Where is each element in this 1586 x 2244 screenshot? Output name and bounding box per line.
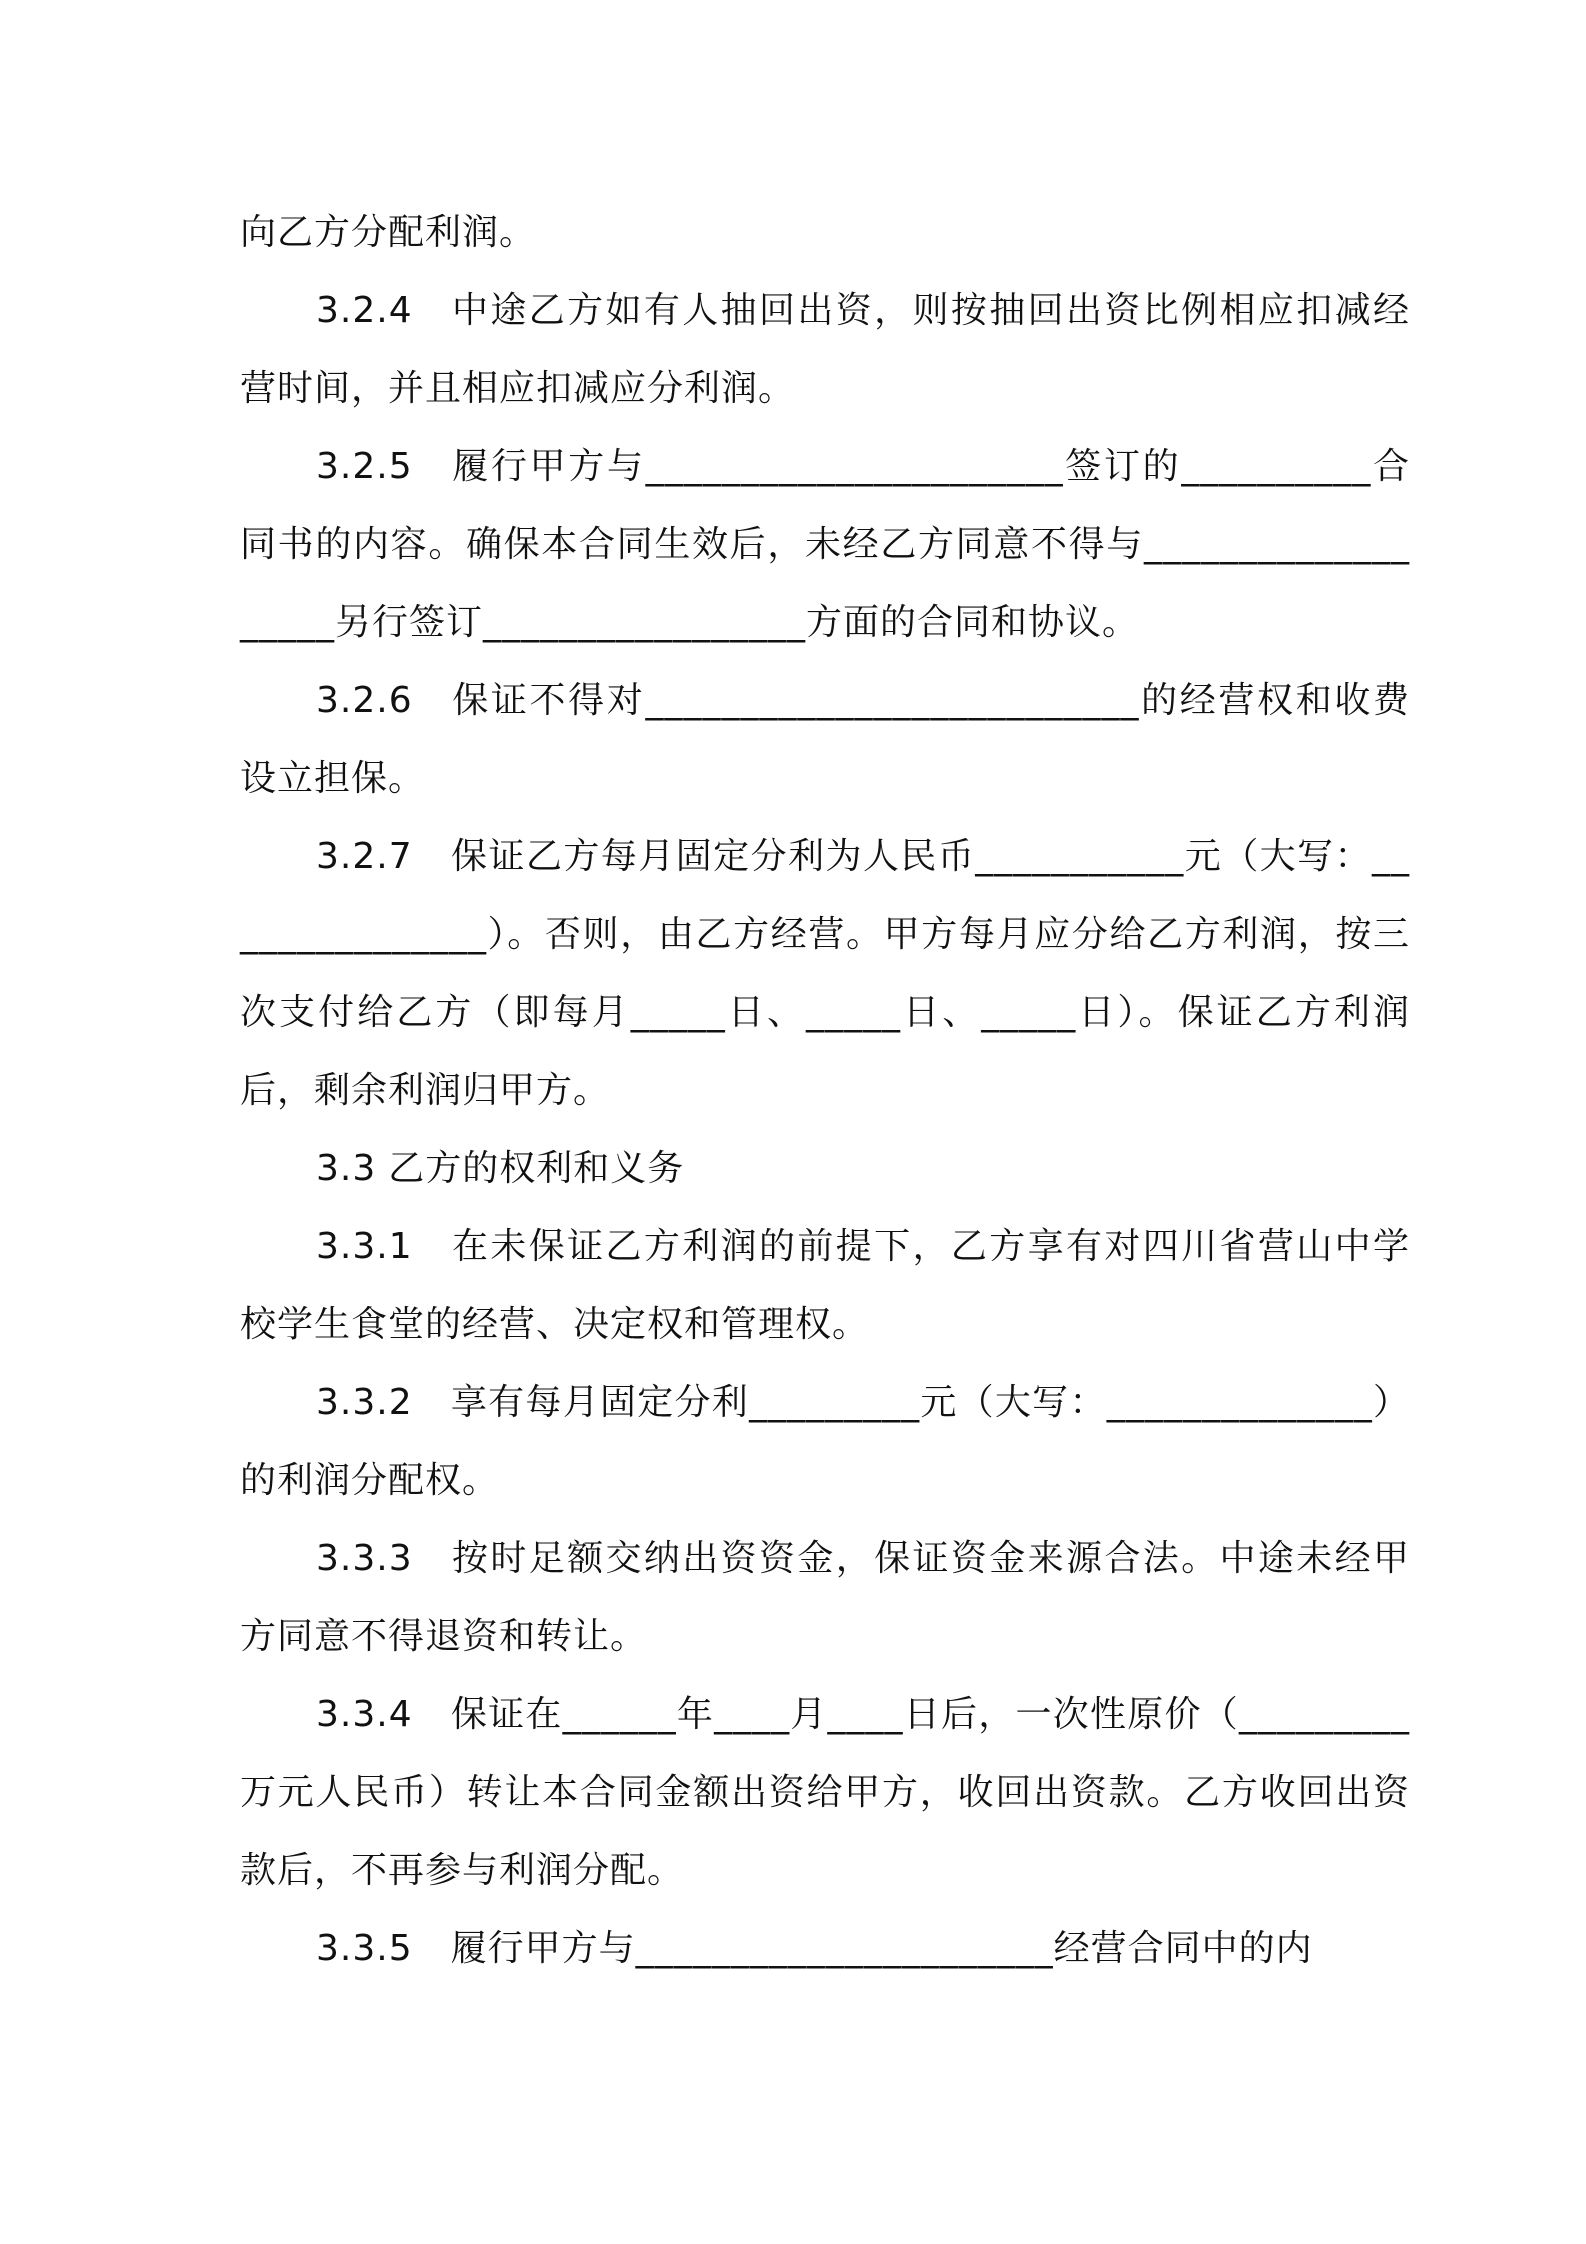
clause-number: 3.2.7 [316, 836, 413, 877]
clause-number: 3.3.3 [316, 1538, 413, 1579]
clause-3-2-5 [240, 428, 1410, 662]
clause-text: 享有每月固定分利_________元（大写：______________）的利润分配权。 [240, 1382, 1410, 1501]
clause-text: 履行甲方与______________________经营合同中的内 [450, 1928, 1313, 1969]
paragraph-text: 向乙方分配利润。 [240, 212, 537, 253]
clause-3-3-4 [240, 1676, 1410, 1910]
clause-text: 保证不得对__________________________的经营权和收费设立担保。 [240, 680, 1410, 799]
clause-number: 3.2.4 [316, 290, 413, 331]
clause-text: 保证在______年____月____日后，一次性原价（_________万元人民币）转让本合同金额出资给甲方，收回出资款。乙方收回出资款后，不再参与利润分配。 [240, 1694, 1410, 1891]
contract-body [240, 194, 1410, 1988]
section-number: 3.3 [316, 1148, 377, 1189]
clause-number: 3.3.2 [316, 1382, 413, 1423]
clause-text: 按时足额交纳出资资金，保证资金来源合法。中途未经甲方同意不得退资和转让。 [240, 1538, 1410, 1657]
clause-text: 中途乙方如有人抽回出资，则按抽回出资比例相应扣减经营时间，并且相应扣减应分利润。 [240, 290, 1410, 409]
clause-number: 3.2.6 [316, 680, 413, 721]
clause-3-2-4 [240, 272, 1410, 428]
clause-text: 保证乙方每月固定分利为人民币___________元（大写：_______________）。否则，由乙方经营。甲方每月应分给乙方利润，按三次支付给乙方（即每月_____日、_____日、_____日）。保证乙方利润后，剩余利润归甲方。 [240, 836, 1410, 1111]
clause-number: 3.3.4 [316, 1694, 413, 1735]
clause-number: 3.2.5 [316, 446, 413, 487]
clause-number: 3.3.1 [316, 1226, 413, 1267]
clause-text: 在未保证乙方利润的前提下，乙方享有对四川省营山中学校学生食堂的经营、决定权和管理权。 [240, 1226, 1410, 1345]
clause-3-3-2 [240, 1364, 1410, 1520]
clause-3-2-7 [240, 818, 1410, 1130]
clause-number: 3.3.5 [316, 1928, 413, 1969]
clause-3-3-1 [240, 1208, 1410, 1364]
section-heading-3-3 [240, 1130, 1410, 1208]
clause-3-2-6 [240, 662, 1410, 818]
section-title: 乙方的权利和义务 [388, 1148, 685, 1189]
clause-3-3-5 [240, 1910, 1410, 1988]
paragraph-continued [240, 194, 1410, 272]
clause-text: 履行甲方与______________________签订的__________合同书的内容。确保本合同生效后，未经乙方同意不得与___________________另行签订_________________方面的合同和协议。 [240, 446, 1410, 643]
clause-3-3-3 [240, 1520, 1410, 1676]
